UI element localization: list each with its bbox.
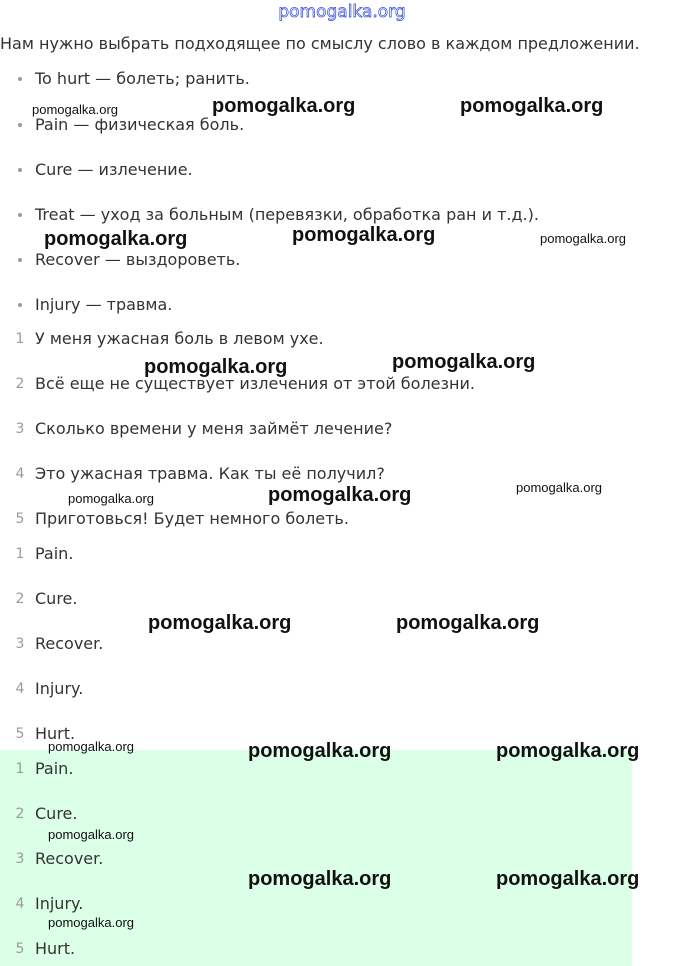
watermark: pomogalka.org bbox=[460, 95, 604, 117]
watermark: pomogalka.org bbox=[32, 102, 118, 117]
watermark: pomogalka.org bbox=[148, 612, 292, 634]
answer-item: Hurt. bbox=[35, 724, 76, 743]
list-number: 1 bbox=[15, 546, 25, 562]
watermark: pomogalka.org bbox=[144, 356, 288, 378]
answer-item: Injury. bbox=[35, 679, 84, 698]
answer-item: Pain. bbox=[35, 544, 74, 563]
bullet-dot bbox=[18, 303, 22, 307]
bullet-dot bbox=[18, 258, 22, 262]
highlighted-answer-item: Injury. bbox=[35, 894, 84, 913]
sentence-item: Приготовься! Будет немного болеть. bbox=[35, 509, 349, 528]
list-number: 5 bbox=[15, 511, 25, 527]
sentence-item: Это ужасная травма. Как ты её получил? bbox=[35, 464, 385, 483]
watermark: pomogalka.org bbox=[496, 868, 640, 890]
highlighted-answer-item: Recover. bbox=[35, 849, 104, 868]
list-number: 3 bbox=[15, 421, 25, 437]
bullet-dot bbox=[18, 77, 22, 81]
bullet-dot bbox=[18, 213, 22, 217]
list-number: 1 bbox=[15, 761, 25, 777]
vocab-item: Cure — излечение. bbox=[35, 160, 193, 179]
watermark: pomogalka.org bbox=[540, 231, 626, 246]
list-number: 4 bbox=[15, 896, 25, 912]
vocab-item: Treat — уход за больным (перевязки, обработка ран и т.д.). bbox=[35, 205, 539, 224]
vocab-item: Pain — физическая боль. bbox=[35, 115, 245, 134]
watermark: pomogalka.org bbox=[44, 228, 188, 250]
highlighted-answer-item: Hurt. bbox=[35, 939, 76, 958]
watermark: pomogalka.org bbox=[48, 739, 134, 754]
list-number: 4 bbox=[15, 681, 25, 697]
highlighted-answer-item: Cure. bbox=[35, 804, 78, 823]
vocab-item: Recover — выздороветь. bbox=[35, 250, 241, 269]
answer-item: Cure. bbox=[35, 589, 78, 608]
bullet-dot bbox=[18, 168, 22, 172]
watermark: pomogalka.org bbox=[248, 868, 392, 890]
watermark: pomogalka.org bbox=[396, 612, 540, 634]
vocab-item: Injury — травма. bbox=[35, 295, 173, 314]
watermark: pomogalka.org bbox=[68, 491, 154, 506]
list-number: 1 bbox=[15, 331, 25, 347]
list-number: 5 bbox=[15, 726, 25, 742]
sentence-item: Всё еще не существует излечения от этой болезни. bbox=[35, 374, 475, 393]
list-number: 5 bbox=[15, 941, 25, 957]
list-number: 2 bbox=[15, 806, 25, 822]
sentence-item: Сколько времени у меня займёт лечение? bbox=[35, 419, 393, 438]
watermark: pomogalka.org bbox=[48, 827, 134, 842]
watermark: pomogalka.org bbox=[248, 740, 392, 762]
site-logo[interactable]: pomogalka.org bbox=[278, 2, 406, 22]
watermark: pomogalka.org bbox=[516, 480, 602, 495]
bullet-dot bbox=[18, 123, 22, 127]
answer-item: Recover. bbox=[35, 634, 104, 653]
list-number: 3 bbox=[15, 851, 25, 867]
list-number: 2 bbox=[15, 376, 25, 392]
watermark: pomogalka.org bbox=[212, 95, 356, 117]
watermark: pomogalka.org bbox=[392, 351, 536, 373]
vocab-item: To hurt — болеть; ранить. bbox=[35, 69, 250, 88]
watermark: pomogalka.org bbox=[496, 740, 640, 762]
watermark: pomogalka.org bbox=[48, 915, 134, 930]
watermark: pomogalka.org bbox=[268, 484, 412, 506]
list-number: 3 bbox=[15, 636, 25, 652]
watermark: pomogalka.org bbox=[292, 224, 436, 246]
list-number: 2 bbox=[15, 591, 25, 607]
sentence-item: У меня ужасная боль в левом ухе. bbox=[35, 329, 324, 348]
list-number: 4 bbox=[15, 466, 25, 482]
intro-text: Нам нужно выбрать подходящее по смыслу слово в каждом предложении. bbox=[0, 34, 640, 53]
highlighted-answer-item: Pain. bbox=[35, 759, 74, 778]
